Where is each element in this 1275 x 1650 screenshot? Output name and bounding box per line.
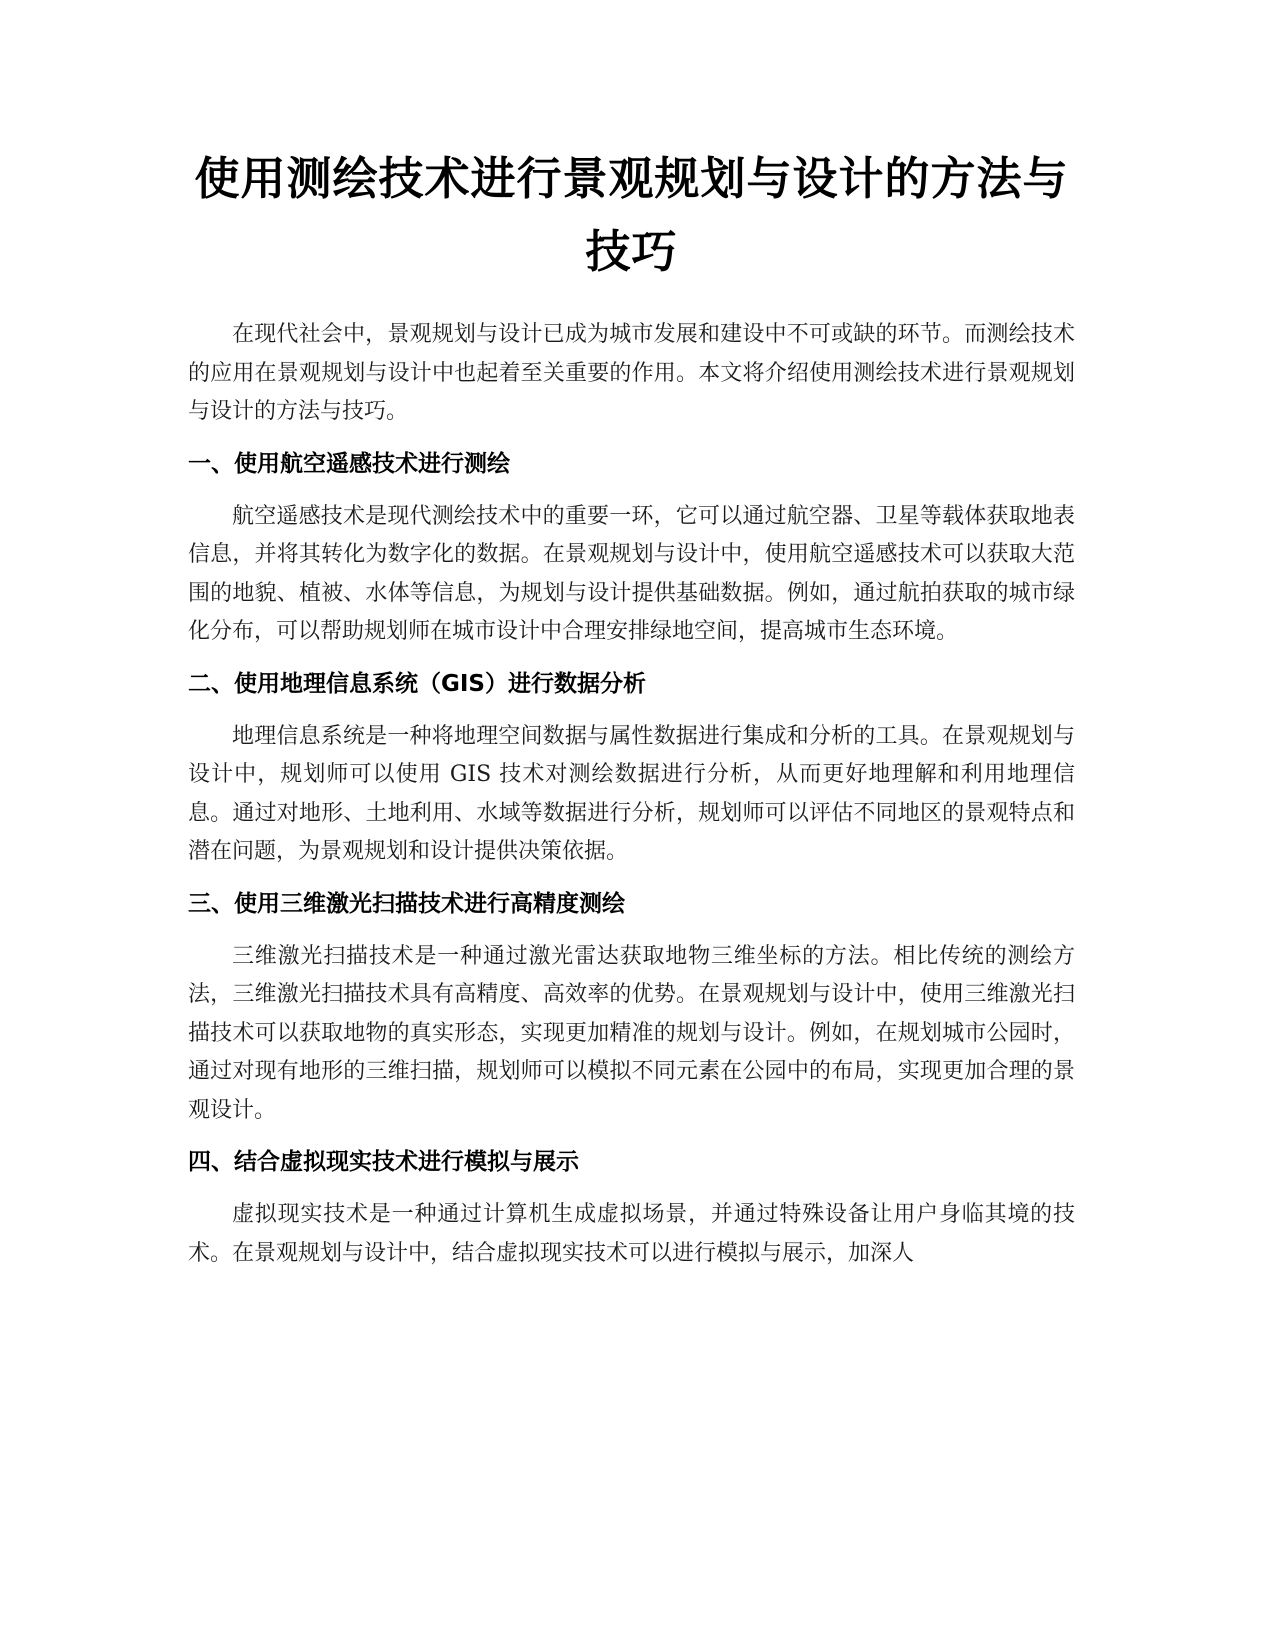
section-3-body: 三维激光扫描技术是一种通过激光雷达获取地物三维坐标的方法。相比传统的测绘方法，三维激光扫描技术具有高精度、高效率的优势。在景观规划与设计中，使用三维激光扫描技术可以获取地物的真实形态，实现更加精准的规划与设计。例如，在规划城市公园时，通过对现有地形的三维扫描，规划师可以模拟不同元素在公园中的布局，实现更加合理的景观设计。 (188, 943, 1075, 1123)
section-4-heading: 四、结合虚拟现实技术进行模拟与展示 (188, 1149, 579, 1175)
section-3-heading: 三、使用三维激光扫描技术进行高精度测绘 (188, 890, 625, 917)
section-1-heading: 一、使用航空遥感技术进行测绘 (188, 450, 510, 477)
document-title: 使用测绘技术进行景观规划与设计的方法与技巧 (194, 152, 1069, 278)
section-2-heading: 二、使用地理信息系统（GIS）进行数据分析 (188, 670, 647, 697)
intro-paragraph: 在现代社会中，景观规划与设计已成为城市发展和建设中不可或缺的环节。而测绘技术的应用在景观规划与设计中也起着至关重要的作用。本文将介绍使用测绘技术进行景观规划与设计的方法与技巧。 (188, 322, 1075, 424)
section-4-body: 虚拟现实技术是一种通过计算机生成虚拟场景，并通过特殊设备让用户身临其境的技术。在景观规划与设计中，结合虚拟现实技术可以进行模拟与展示，加深人 (188, 1202, 1075, 1266)
section-1-body: 航空遥感技术是现代测绘技术中的重要一环，它可以通过航空器、卫星等载体获取地表信息，并将其转化为数字化的数据。在景观规划与设计中，使用航空遥感技术可以获取大范围的地貌、植被、水体等信息，为规划与设计提供基础数据。例如，通过航拍获取的城市绿化分布，可以帮助规划师在城市设计中合理安排绿地空间，提高城市生态环境。 (188, 503, 1075, 644)
section-2-body: 地理信息系统是一种将地理空间数据与属性数据进行集成和分析的工具。在景观规划与设计中，规划师可以使用 GIS 技术对测绘数据进行分析，从而更好地理解和利用地理信息。通过对地形、土地利用、水域等数据进行分析，规划师可以评估不同地区的景观特点和潜在问题，为景观规划和设计提供决策依据。 (188, 723, 1075, 864)
